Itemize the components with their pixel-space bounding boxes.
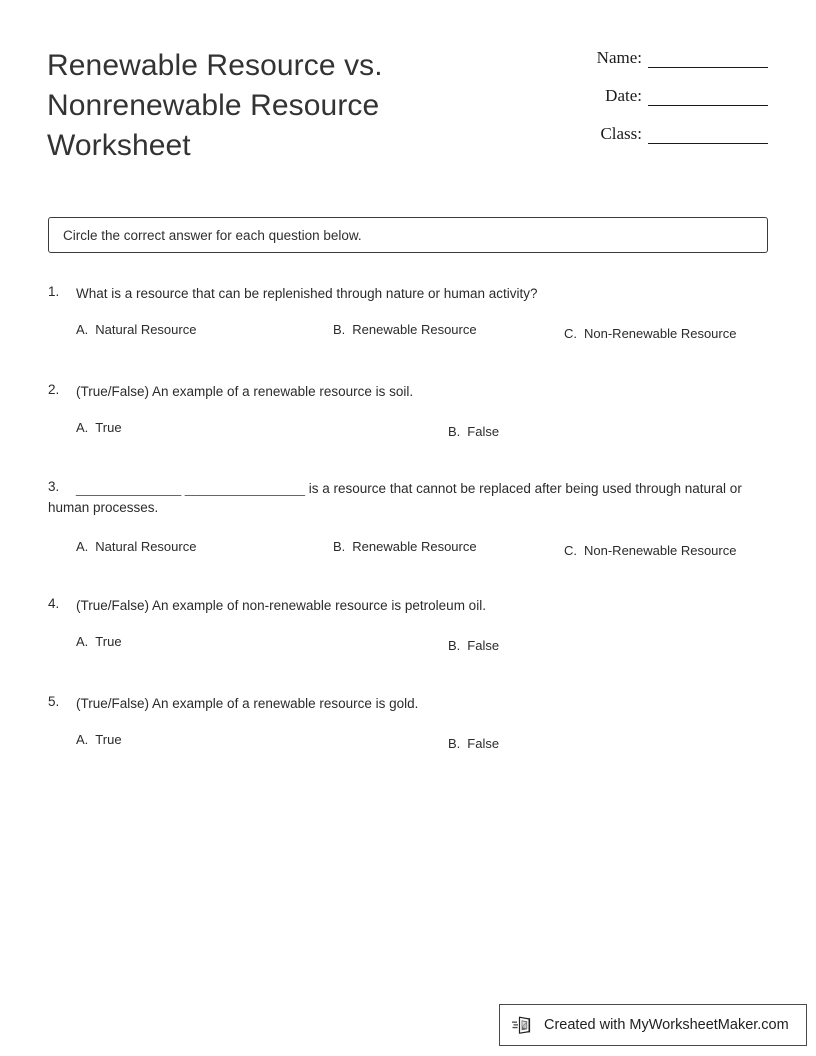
option-label: Non-Renewable Resource xyxy=(584,326,737,341)
option-label: False xyxy=(467,638,500,653)
answer-option-b[interactable] xyxy=(333,539,477,554)
question-text: (True/False) An example of non-renewable resource is petroleum oil. xyxy=(76,598,486,613)
answer-options xyxy=(76,539,768,565)
option-letter: A. xyxy=(76,732,89,747)
question-number: 2. xyxy=(48,382,60,397)
class-field-line[interactable] xyxy=(648,124,768,144)
option-label: Natural Resource xyxy=(95,322,197,337)
answer-option-a[interactable] xyxy=(76,420,122,435)
answer-options xyxy=(76,420,768,446)
answer-option-c[interactable] xyxy=(564,543,736,558)
question-text: (True/False) An example of a renewable resource is soil. xyxy=(76,384,414,399)
student-info-fields xyxy=(578,48,768,162)
date-field-label: Date: xyxy=(605,86,642,105)
answer-option-a[interactable] xyxy=(76,634,122,649)
option-letter: B. xyxy=(333,322,346,337)
answer-option-a[interactable] xyxy=(76,539,196,554)
question-prompt xyxy=(48,382,768,401)
answer-option-c[interactable] xyxy=(564,326,736,341)
option-label: Renewable Resource xyxy=(352,322,477,337)
page-title: Renewable Resource vs. Nonrenewable Resource Worksheet xyxy=(47,49,383,162)
option-letter: A. xyxy=(76,539,89,554)
option-letter: B. xyxy=(448,424,461,439)
answer-blank-one[interactable]: ______________ xyxy=(76,481,182,496)
instruction-text: Circle the correct answer for each question below. xyxy=(63,227,362,243)
option-letter: C. xyxy=(564,326,577,341)
question-prompt xyxy=(48,694,768,713)
date-field-row xyxy=(578,86,768,124)
answer-option-b[interactable] xyxy=(448,638,499,653)
question-number: 4. xyxy=(48,596,60,611)
answer-blank-two[interactable]: ________________ xyxy=(184,481,306,496)
name-field-label: Name: xyxy=(596,48,642,67)
worksheet-maker-logo-icon xyxy=(512,1013,536,1037)
answer-options xyxy=(76,634,768,660)
option-letter: B. xyxy=(448,638,461,653)
option-label: True xyxy=(95,732,122,747)
instruction-box xyxy=(48,217,768,253)
class-field-label: Class: xyxy=(600,124,642,143)
class-field-row xyxy=(578,124,768,162)
answer-options xyxy=(76,322,768,348)
date-field-line[interactable] xyxy=(648,86,768,106)
question-text xyxy=(48,481,742,515)
answer-option-b[interactable] xyxy=(333,322,477,337)
option-letter: A. xyxy=(76,420,89,435)
question-item xyxy=(48,694,768,758)
question-prompt xyxy=(48,284,768,303)
option-label: True xyxy=(95,420,122,435)
question-number: 3. xyxy=(48,479,60,494)
option-label: Non-Renewable Resource xyxy=(584,543,737,558)
question-item xyxy=(48,479,768,565)
option-letter: C. xyxy=(564,543,577,558)
question-number: 1. xyxy=(48,284,60,299)
name-field-row xyxy=(578,48,768,86)
question-number: 5. xyxy=(48,694,60,709)
option-letter: B. xyxy=(448,736,461,751)
question-text-remainder: is a resource that cannot be replaced after being used through natural or human processes. xyxy=(48,481,742,515)
option-letter: A. xyxy=(76,322,89,337)
question-item xyxy=(48,596,768,660)
option-label: Natural Resource xyxy=(95,539,197,554)
option-label: True xyxy=(95,634,122,649)
created-with-badge[interactable] xyxy=(499,1004,807,1046)
question-prompt xyxy=(48,479,768,517)
option-label: False xyxy=(467,424,500,439)
answer-options xyxy=(76,732,768,758)
question-text: (True/False) An example of a renewable resource is gold. xyxy=(76,696,419,711)
worksheet-header xyxy=(0,0,816,190)
question-item xyxy=(48,284,768,348)
answer-option-a[interactable] xyxy=(76,322,196,337)
answer-option-a[interactable] xyxy=(76,732,122,747)
option-letter: A. xyxy=(76,634,89,649)
badge-text: Created with MyWorksheetMaker.com xyxy=(544,1017,789,1033)
name-field-line[interactable] xyxy=(648,48,768,68)
option-letter: B. xyxy=(333,539,346,554)
option-label: Renewable Resource xyxy=(352,539,477,554)
option-label: False xyxy=(467,736,500,751)
question-text: What is a resource that can be replenished through nature or human activity? xyxy=(76,286,538,301)
question-prompt xyxy=(48,596,768,615)
answer-option-b[interactable] xyxy=(448,736,499,751)
answer-option-b[interactable] xyxy=(448,424,499,439)
question-item xyxy=(48,382,768,446)
